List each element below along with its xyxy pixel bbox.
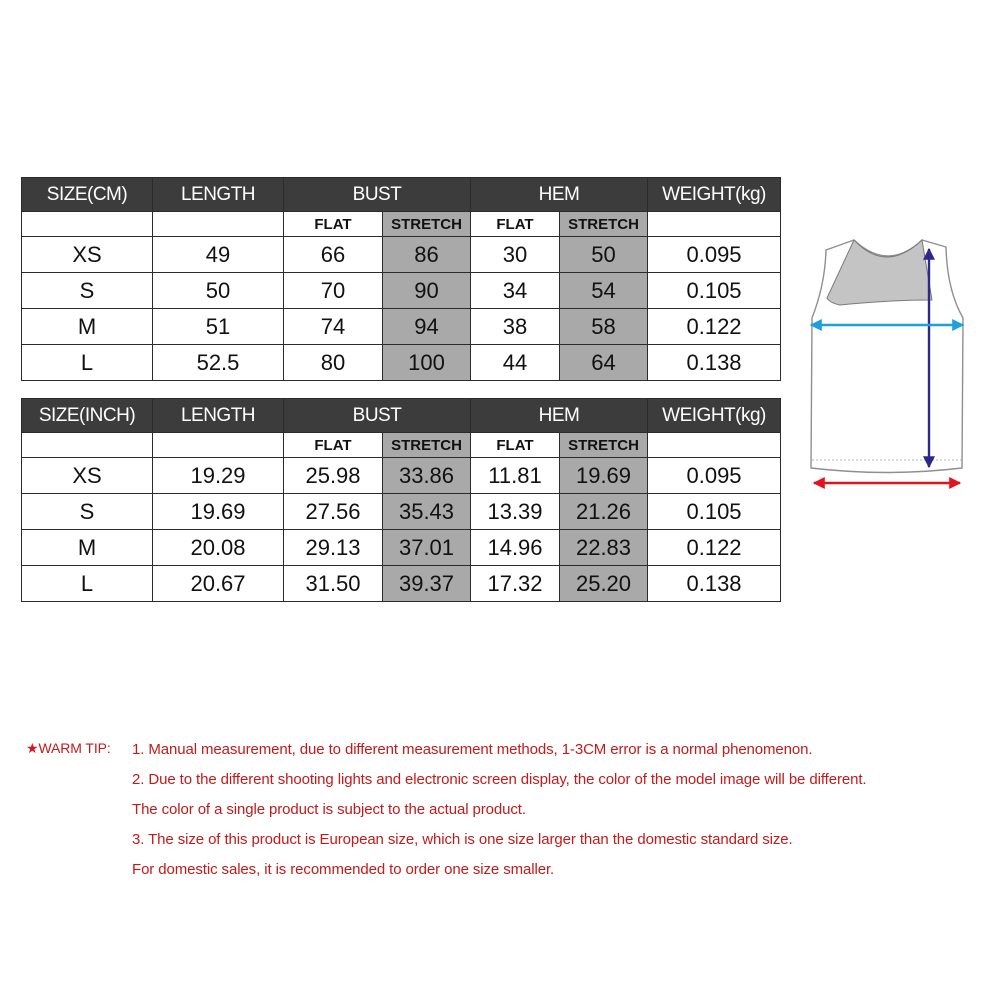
weight-cell: 0.105: [648, 273, 781, 309]
weight-cell: 0.122: [648, 530, 781, 566]
hem-flat-cell: 13.39: [471, 494, 560, 530]
hem-flat-cell: 30: [471, 237, 560, 273]
bust-stretch-header: STRETCH: [383, 212, 471, 237]
size-cell: S: [22, 273, 153, 309]
empty-cell: [153, 433, 284, 458]
size-cell: L: [22, 345, 153, 381]
length-cell: 51: [153, 309, 284, 345]
bust-stretch-cell: 100: [383, 345, 471, 381]
sub-header-row: [22, 433, 781, 458]
bust-flat-header: FLAT: [284, 212, 383, 237]
hem-stretch-cell: 58: [560, 309, 648, 345]
hem-flat-cell: 11.81: [471, 458, 560, 494]
bust-flat-cell: 66: [284, 237, 383, 273]
star-icon: ★: [26, 740, 39, 756]
hem-stretch-header: STRETCH: [560, 212, 648, 237]
size-cell: M: [22, 530, 153, 566]
weight-header: WEIGHT(kg): [648, 178, 781, 212]
length-cell: 49: [153, 237, 284, 273]
size-cell: M: [22, 309, 153, 345]
empty-cell: [22, 212, 153, 237]
empty-cell: [648, 212, 781, 237]
bust-stretch-cell: 94: [383, 309, 471, 345]
length-header: LENGTH: [153, 178, 284, 212]
size-table-inch: [21, 398, 781, 602]
bust-stretch-cell: 86: [383, 237, 471, 273]
size-header: SIZE(CM): [22, 178, 153, 212]
warm-tip-label: ★WARM TIP:: [26, 740, 111, 756]
bust-header: BUST: [284, 399, 471, 433]
bust-stretch-cell: 33.86: [383, 458, 471, 494]
empty-cell: [648, 433, 781, 458]
length-cell: 20.67: [153, 566, 284, 602]
bust-stretch-cell: 37.01: [383, 530, 471, 566]
hem-stretch-cell: 22.83: [560, 530, 648, 566]
length-cell: 50: [153, 273, 284, 309]
table-row: [22, 458, 781, 494]
hem-flat-cell: 44: [471, 345, 560, 381]
length-cell: 20.08: [153, 530, 284, 566]
header-row: [22, 399, 781, 433]
hem-stretch-cell: 54: [560, 273, 648, 309]
hem-flat-cell: 38: [471, 309, 560, 345]
hem-header: HEM: [471, 178, 648, 212]
bust-flat-header: FLAT: [284, 433, 383, 458]
weight-cell: 0.105: [648, 494, 781, 530]
bust-flat-cell: 27.56: [284, 494, 383, 530]
empty-cell: [153, 212, 284, 237]
empty-cell: [22, 433, 153, 458]
weight-cell: 0.095: [648, 237, 781, 273]
hem-stretch-cell: 25.20: [560, 566, 648, 602]
length-header: LENGTH: [153, 399, 284, 433]
tank-top-icon: [800, 232, 975, 497]
hem-stretch-cell: 50: [560, 237, 648, 273]
size-header: SIZE(INCH): [22, 399, 153, 433]
hem-stretch-header: STRETCH: [560, 433, 648, 458]
hem-flat-cell: 17.32: [471, 566, 560, 602]
tip-line-3: The color of a single product is subject to the actual product.: [132, 801, 526, 818]
size-table-cm: [21, 177, 781, 381]
table-row: [22, 309, 781, 345]
tank-top-diagram: [800, 232, 975, 497]
bust-flat-cell: 31.50: [284, 566, 383, 602]
length-cell: 19.69: [153, 494, 284, 530]
weight-cell: 0.138: [648, 345, 781, 381]
bust-stretch-cell: 90: [383, 273, 471, 309]
length-cell: 19.29: [153, 458, 284, 494]
size-cell: S: [22, 494, 153, 530]
length-cell: 52.5: [153, 345, 284, 381]
hem-flat-header: FLAT: [471, 433, 560, 458]
sub-header-row: [22, 212, 781, 237]
tip-line-5: For domestic sales, it is recommended to order one size smaller.: [132, 861, 555, 878]
hem-flat-cell: 34: [471, 273, 560, 309]
hem-stretch-cell: 21.26: [560, 494, 648, 530]
hem-stretch-cell: 64: [560, 345, 648, 381]
bust-stretch-header: STRETCH: [383, 433, 471, 458]
size-cell: L: [22, 566, 153, 602]
table-row: [22, 530, 781, 566]
hem-header: HEM: [471, 399, 648, 433]
table-row: [22, 566, 781, 602]
bust-flat-cell: 70: [284, 273, 383, 309]
bust-flat-cell: 25.98: [284, 458, 383, 494]
size-cell: XS: [22, 458, 153, 494]
weight-cell: 0.138: [648, 566, 781, 602]
weight-cell: 0.122: [648, 309, 781, 345]
bust-flat-cell: 80: [284, 345, 383, 381]
bust-header: BUST: [284, 178, 471, 212]
tip-line-2: 2. Due to the different shooting lights and electronic screen display, the color of the model image will be different.: [132, 771, 867, 788]
weight-cell: 0.095: [648, 458, 781, 494]
header-row: [22, 178, 781, 212]
table-row: [22, 345, 781, 381]
weight-header: WEIGHT(kg): [648, 399, 781, 433]
hem-stretch-cell: 19.69: [560, 458, 648, 494]
table-row: [22, 237, 781, 273]
bust-flat-cell: 29.13: [284, 530, 383, 566]
bust-flat-cell: 74: [284, 309, 383, 345]
bust-stretch-cell: 35.43: [383, 494, 471, 530]
hem-flat-header: FLAT: [471, 212, 560, 237]
hem-flat-cell: 14.96: [471, 530, 560, 566]
bust-stretch-cell: 39.37: [383, 566, 471, 602]
table-row: [22, 494, 781, 530]
tip-line-4: 3. The size of this product is European size, which is one size larger than the domestic standard size.: [132, 831, 793, 848]
size-cell: XS: [22, 237, 153, 273]
table-row: [22, 273, 781, 309]
tip-line-1: 1. Manual measurement, due to different measurement methods, 1-3CM error is a normal phenomenon.: [132, 741, 813, 758]
